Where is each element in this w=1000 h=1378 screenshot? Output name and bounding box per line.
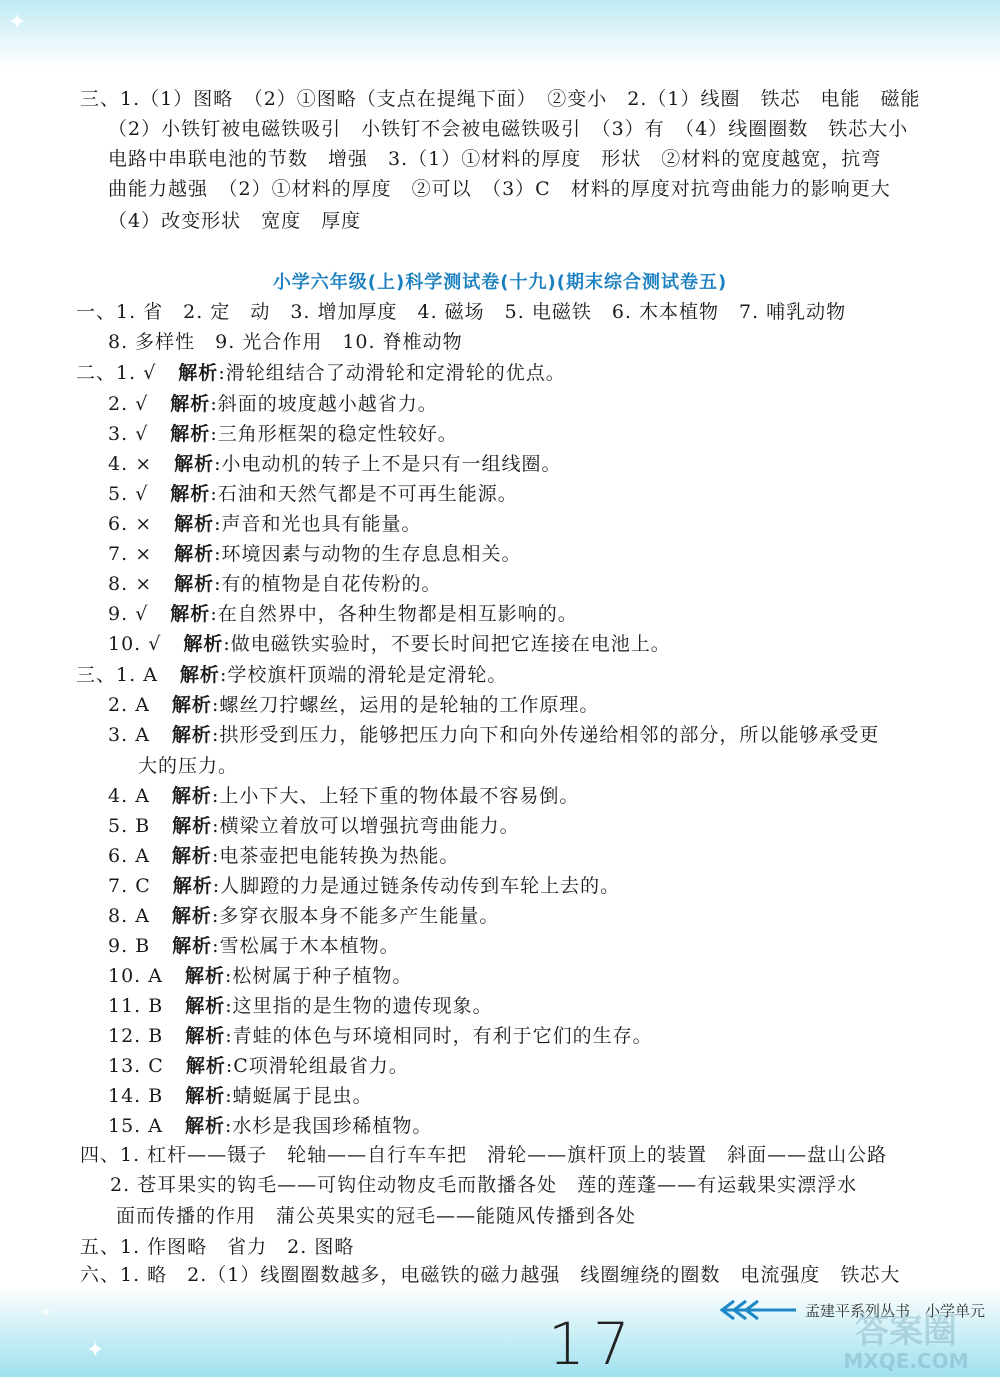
sparkle-icon: ✦	[40, 1305, 52, 1321]
section2-item: 10. √ 解析:做电磁铁实验时，不要长时间把它连接在电池上。	[108, 633, 671, 655]
section2-item: 9. √ 解析:在自然界中，各种生物都是相互影响的。	[108, 603, 578, 625]
prev-section-line: （2）小铁钉被电磁铁吸引 小铁钉不会被电磁铁吸引 （3）有 （4）线圈圈数 铁芯大小	[108, 118, 909, 140]
watermark-main-text: 答案圈	[855, 1311, 957, 1351]
exam-title: 小学六年级(上)科学测试卷(十九)(期末综合测试卷五)	[272, 272, 728, 293]
prev-section-line: 电路中串联电池的节数 增强 3.（1）①材料的厚度 形状 ②材料的宽度越宽，抗弯	[108, 148, 882, 170]
page-number: 17	[548, 1310, 638, 1378]
section3-item: 2. A 解析:螺丝刀拧螺丝，运用的是轮轴的工作原理。	[108, 694, 600, 716]
section4-line: 2. 苍耳果实的钩毛——可钩住动物皮毛而散播各处 莲的莲蓬——有运载果实漂浮水	[110, 1174, 858, 1196]
section3-item: 6. A 解析:电茶壶把电能转换为热能。	[108, 845, 460, 867]
watermark-logo	[818, 1312, 994, 1374]
section3-item: 12. B 解析:青蛙的体色与环境相同时，有利于它们的生存。	[108, 1025, 653, 1047]
section2-item: 3. √ 解析:三角形框架的稳定性较好。	[108, 423, 458, 445]
section4-line: 面而传播的作用 蒲公英果实的冠毛——能随风传播到各处	[116, 1205, 637, 1227]
book-series-label: 孟建平系列丛书 小学单元	[805, 1302, 986, 1320]
section3-item: 11. B 解析:这里指的是生物的遗传现象。	[108, 995, 493, 1017]
section3-item: 13. C 解析:C项滑轮组最省力。	[108, 1055, 409, 1077]
section2-item: 二、1. √ 解析:滑轮组结合了动滑轮和定滑轮的优点。	[76, 362, 566, 384]
section2-item: 5. √ 解析:石油和天然气都是不可再生能源。	[108, 483, 518, 505]
prev-section-line: （4）改变形状 宽度 厚度	[108, 210, 362, 232]
section1-line: 8. 多样性 9. 光合作用 10. 脊椎动物	[108, 331, 463, 353]
section3-item: 3. A 解析:拱形受到压力，能够把压力向下和向外传递给相邻的部分，所以能够承受更	[108, 724, 880, 746]
section3-item: 8. A 解析:多穿衣服本身不能多产生能量。	[108, 905, 500, 927]
prev-section-line: 三、1.（1）图略 （2）①图略（支点在提绳下面） ②变小 2.（1）线圈 铁芯 电能 磁能	[80, 88, 921, 110]
section2-item: 6. × 解析:声音和光也具有能量。	[108, 513, 422, 535]
watermark-url-text: MXQE.COM	[843, 1349, 969, 1373]
prev-section-line: 曲能力越强 （2）①材料的厚度 ②可以 （3）C 材料的厚度对抗弯曲能力的影响更大	[108, 178, 891, 200]
section6-line: 六、1. 略 2.（1）线圈圈数越多，电磁铁的磁力越强 线圈缠绕的圈数 电流强度 铁芯大	[80, 1264, 901, 1286]
section2-item: 8. × 解析:有的植物是自花传粉的。	[108, 573, 442, 595]
section4-line: 四、1. 杠杆——镊子 轮轴——自行车车把 滑轮——旗杆顶上的装置 斜面——盘山公路	[80, 1144, 888, 1166]
section3-item-continued: 大的压力。	[138, 755, 239, 777]
section2-item: 2. √ 解析:斜面的坡度越小越省力。	[108, 393, 438, 415]
section3-item: 9. B 解析:雪松属于木本植物。	[108, 935, 400, 957]
section3-item: 10. A 解析:松树属于种子植物。	[108, 965, 413, 987]
arrow-icon	[716, 1298, 796, 1322]
section1-line: 一、1. 省 2. 定 动 3. 增加厚度 4. 磁场 5. 电磁铁 6. 木本植物 7. 哺乳动物	[76, 301, 847, 323]
section2-item: 4. × 解析:小电动机的转子上不是只有一组线圈。	[108, 453, 562, 475]
sparkle-icon: ✦	[8, 10, 27, 35]
sparkle-icon: ✦	[86, 1338, 105, 1363]
section3-item: 7. C 解析:人脚蹬的力是通过链条传动传到车轮上去的。	[108, 875, 621, 897]
section2-item: 7. × 解析:环境因素与动物的生存息息相关。	[108, 543, 522, 565]
section3-item: 三、1. A 解析:学校旗杆顶端的滑轮是定滑轮。	[76, 664, 508, 686]
section3-item: 14. B 解析:蜻蜓属于昆虫。	[108, 1085, 373, 1107]
section3-item: 5. B 解析:横梁立着放可以增强抗弯曲能力。	[108, 815, 520, 837]
section5-line: 五、1. 作图略 省力 2. 图略	[80, 1236, 355, 1258]
section3-item: 15. A 解析:水杉是我国珍稀植物。	[108, 1115, 433, 1137]
top-decorative-band	[0, 0, 1000, 70]
section3-item: 4. A 解析:上小下大、上轻下重的物体最不容易倒。	[108, 785, 580, 807]
